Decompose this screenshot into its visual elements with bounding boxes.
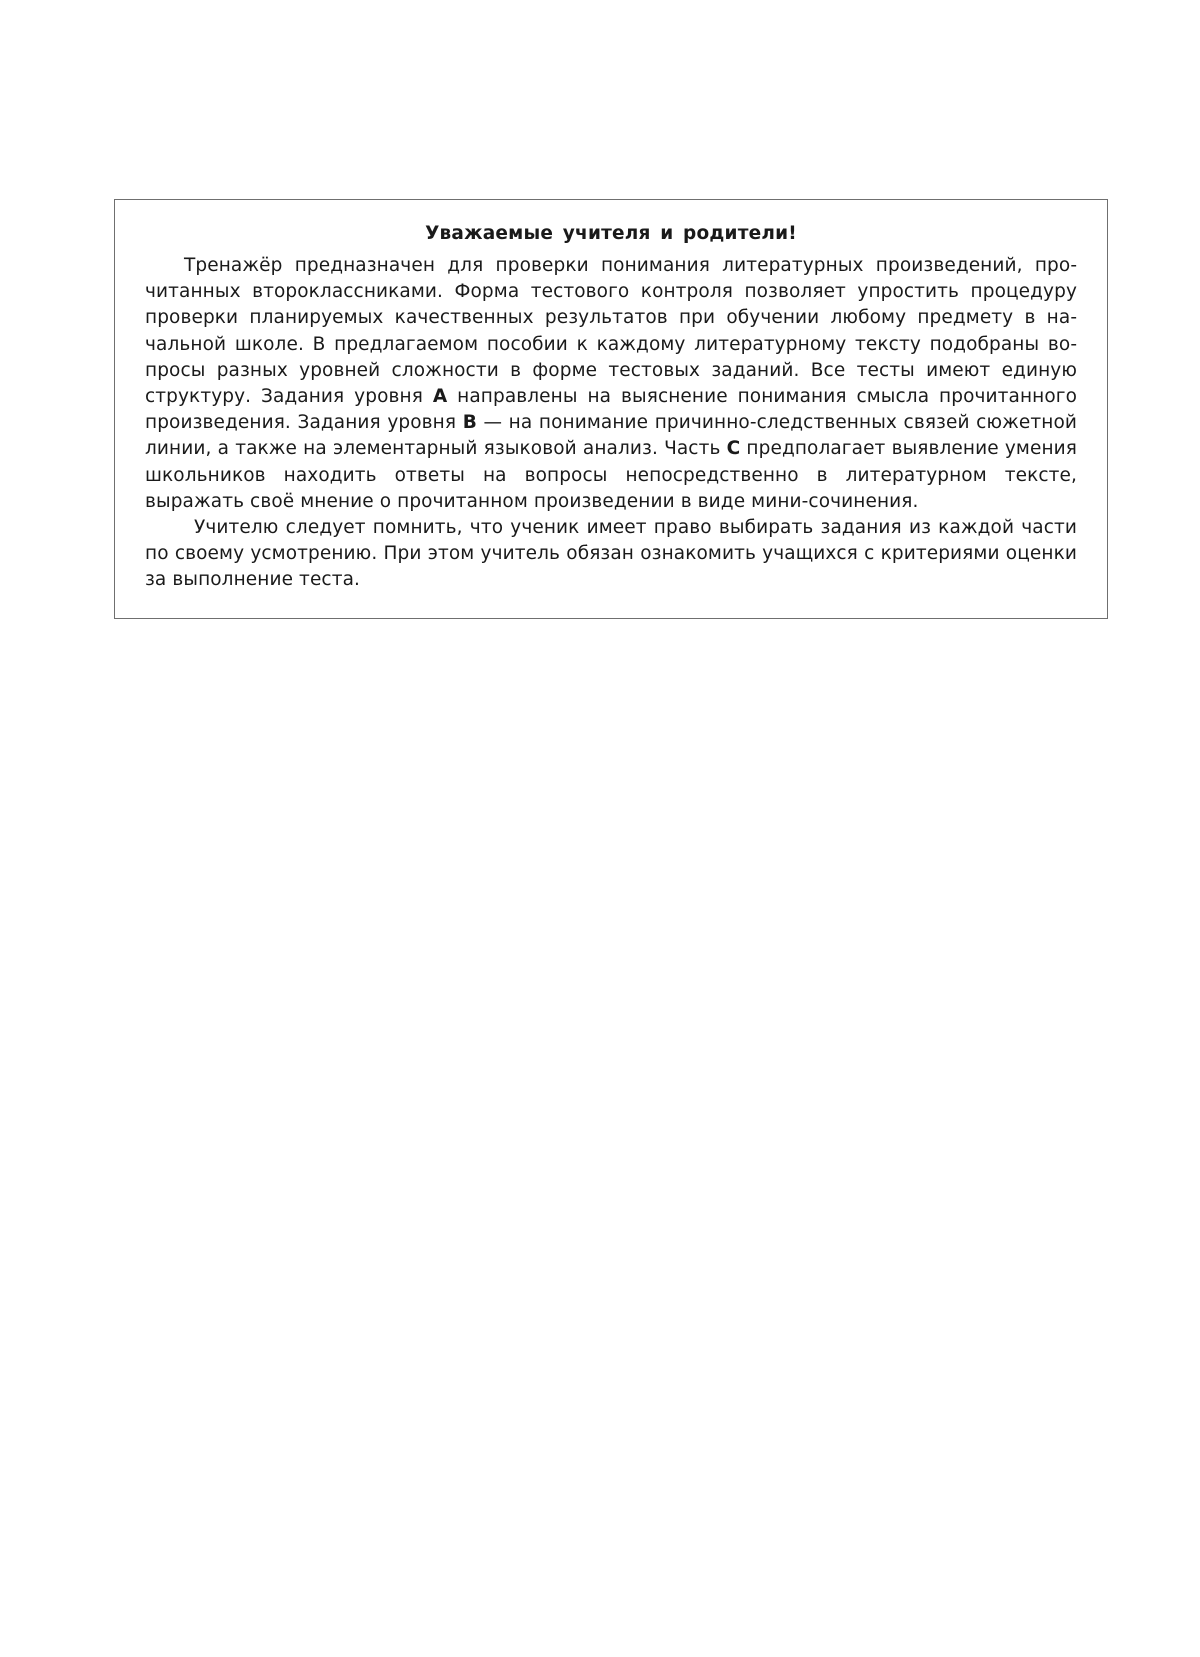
level-a-label: А <box>432 386 448 408</box>
notice-paragraph-2: Учителю следует помнить, что ученик имеет право выбирать задания из каждой части по своему усмотрению. При этом учитель обязан ознакомить учащихся с критериями оценки за выполнение теста. <box>145 517 1077 591</box>
level-b-label: В <box>462 412 477 434</box>
paragraph-1-text-part-1: Тренажёр предназначен для проверки понимания литературных произведений, прочитанных второклассниками. Форма тестового контроля позволяет упростить процедуру проверки планируемых качественных результатов при обучении любому предмету в начальной школе. В предлагаемом пособии к каждому литературному тексту подобраны вопросы разных уровней сложности в форме тестовых заданий. Все тесты имеют единую структуру. Задания уровня <box>145 255 1077 408</box>
paragraph-1-text-part-2: направлены на выяснение понимания смысла прочитанного произведения. Задания уровня <box>145 386 1078 434</box>
notice-box <box>114 199 1108 619</box>
part-c-label: С <box>726 438 741 460</box>
paragraph-1-text-part-4: предполагает выявление умения школьников находить ответы на вопросы непосредственно в литературном тексте, выражать своё мнение о прочитанном произведении в виде мини-сочинения. <box>145 438 1077 512</box>
notice-title: Уважаемые учителя и родители! <box>425 223 797 244</box>
paragraph-1-text-part-3: — на понимание причинно-следственных связей сюжетной линии, а также на элементарный языковой анализ. Часть <box>145 412 1077 460</box>
notice-paragraph-1 <box>145 253 1077 515</box>
